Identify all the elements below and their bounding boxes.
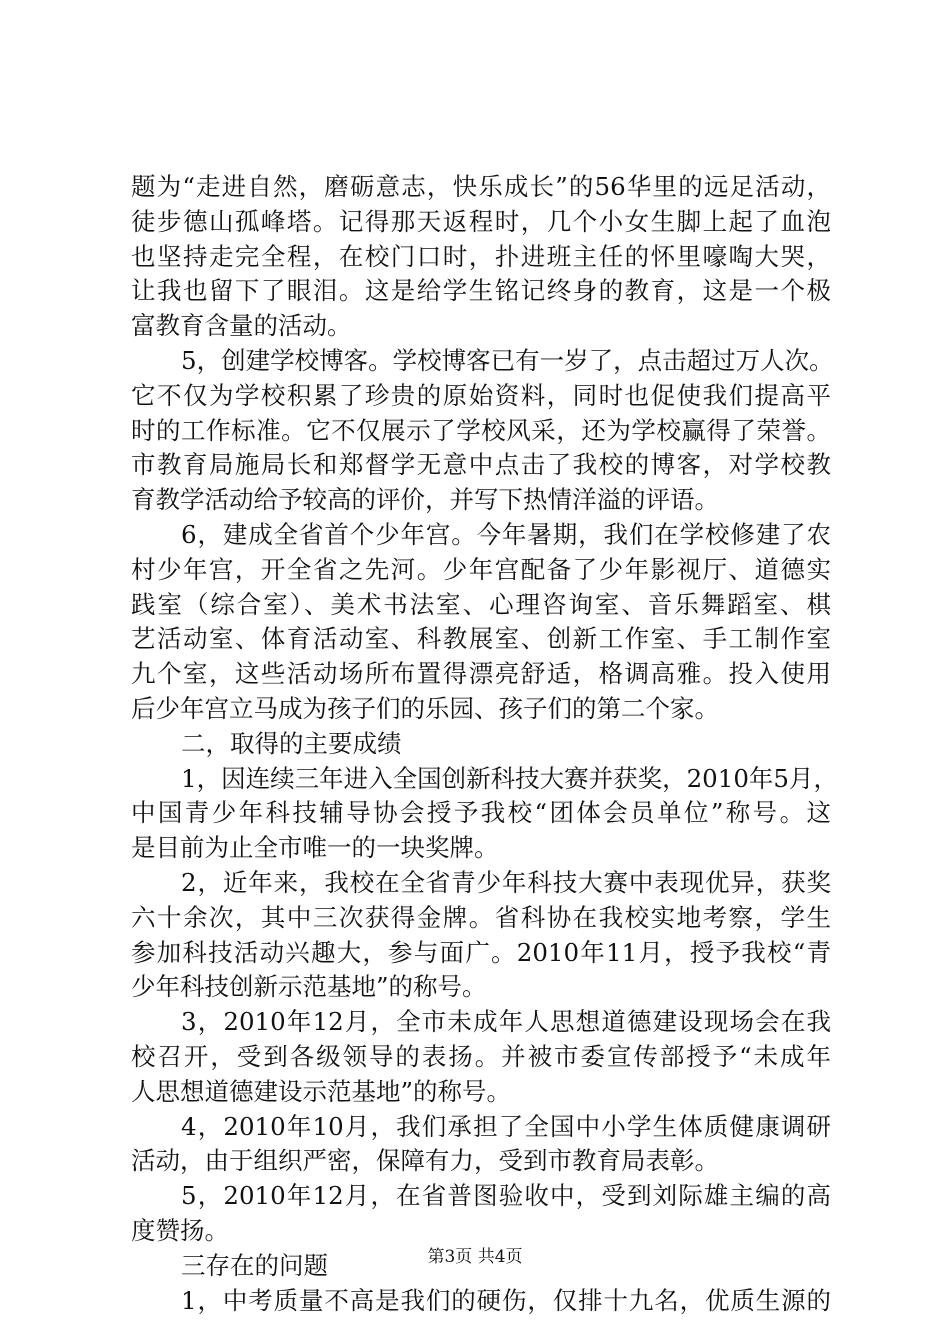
text-line: 1，中考质量不高是我们的硬伤，仅排十九名，优质生源的 bbox=[181, 1285, 831, 1315]
text-line: 让我也留下了眼泪。这是给学生铭记终身的教育，这是一个极 bbox=[131, 276, 831, 306]
text-line: 是目前为止全市唯一的一块奖牌。 bbox=[131, 833, 499, 863]
text-line: 时的工作标准。它不仅展示了学校风采，还为学校赢得了荣誉。 bbox=[131, 415, 831, 445]
text-line: 1，因连续三年进入全国创新科技大赛并获奖，2010年5月， bbox=[181, 763, 839, 793]
text-line: 也坚持走完全程，在校门口时，扑进班主任的怀里嚎啕大哭， bbox=[131, 241, 831, 271]
text-line: 题为“走进自然，磨砺意志，快乐成长”的56华里的远足活动， bbox=[131, 172, 831, 201]
document-body bbox=[131, 170, 839, 1318]
page-footer: 第3页 共4页 bbox=[427, 1247, 523, 1267]
text-line: 校召开，受到各级领导的表扬。并被市委宣传部授予“未成年 bbox=[131, 1041, 831, 1071]
text-line: 人思想道德建设示范基地”的称号。 bbox=[131, 1076, 512, 1106]
text-line: 六十余次，其中三次获得金牌。省科协在我校实地考察，学生 bbox=[131, 902, 831, 932]
text-line: 活动，由于组织严密，保障有力，受到市教育局表彰。 bbox=[131, 1146, 719, 1176]
text-line: 九个室，这些活动场所布置得漂亮舒适，格调高雅。投入使用 bbox=[131, 659, 831, 689]
text-line: 富教育含量的活动。 bbox=[131, 311, 352, 341]
text-line: 3，2010年12月，全市未成年人思想道德建设现场会在我 bbox=[181, 1007, 831, 1037]
text-line: 5，创建学校博客。学校博客已有一岁了，点击超过万人次。 bbox=[181, 345, 834, 375]
text-line: 6，建成全省首个少年宫。今年暑期，我们在学校修建了农 bbox=[181, 519, 831, 549]
text-line: 市教育局施局长和郑督学无意中点击了我校的博客，对学校教 bbox=[131, 450, 831, 480]
text-line: 三存在的问题 bbox=[181, 1250, 328, 1280]
text-line: 后少年宫立马成为孩子们的乐园、孩子们的第二个家。 bbox=[131, 693, 719, 723]
text-line: 育教学活动给予较高的评价，并写下热情洋溢的评语。 bbox=[131, 485, 719, 515]
text-line: 5，2010年12月，在省普图验收中，受到刘际雄主编的高 bbox=[181, 1181, 831, 1211]
text-line: 徒步德山孤峰塔。记得那天返程时，几个小女生脚上起了血泡 bbox=[131, 206, 831, 236]
text-line: 2，近年来，我校在全省青少年科技大赛中表现优异，获奖 bbox=[181, 867, 831, 897]
text-line: 度赞扬。 bbox=[131, 1215, 229, 1245]
text-line: 艺活动室、体育活动室、科教展室、创新工作室、手工制作室 bbox=[131, 624, 831, 654]
text-line: 村少年宫，开全省之先河。少年宫配备了少年影视厅、道德实 bbox=[131, 554, 831, 584]
text-line: 4，2010年10月，我们承担了全国中小学生体质健康调研 bbox=[181, 1111, 831, 1141]
text-line: 少年科技创新示范基地”的称号。 bbox=[131, 972, 487, 1002]
text-line: 中国青少年科技辅导协会授予我校“团体会员单位”称号。这 bbox=[131, 798, 831, 828]
text-line: 参加科技活动兴趣大，参与面广。2010年11月，授予我校“青 bbox=[131, 937, 831, 967]
text-line: 它不仅为学校积累了珍贵的原始资料，同时也促使我们提高平 bbox=[131, 380, 831, 410]
text-line: 践室（综合室）、美术书法室、心理咨询室、音乐舞蹈室、棋 bbox=[131, 589, 831, 619]
text-line: 二，取得的主要成绩 bbox=[181, 728, 402, 758]
